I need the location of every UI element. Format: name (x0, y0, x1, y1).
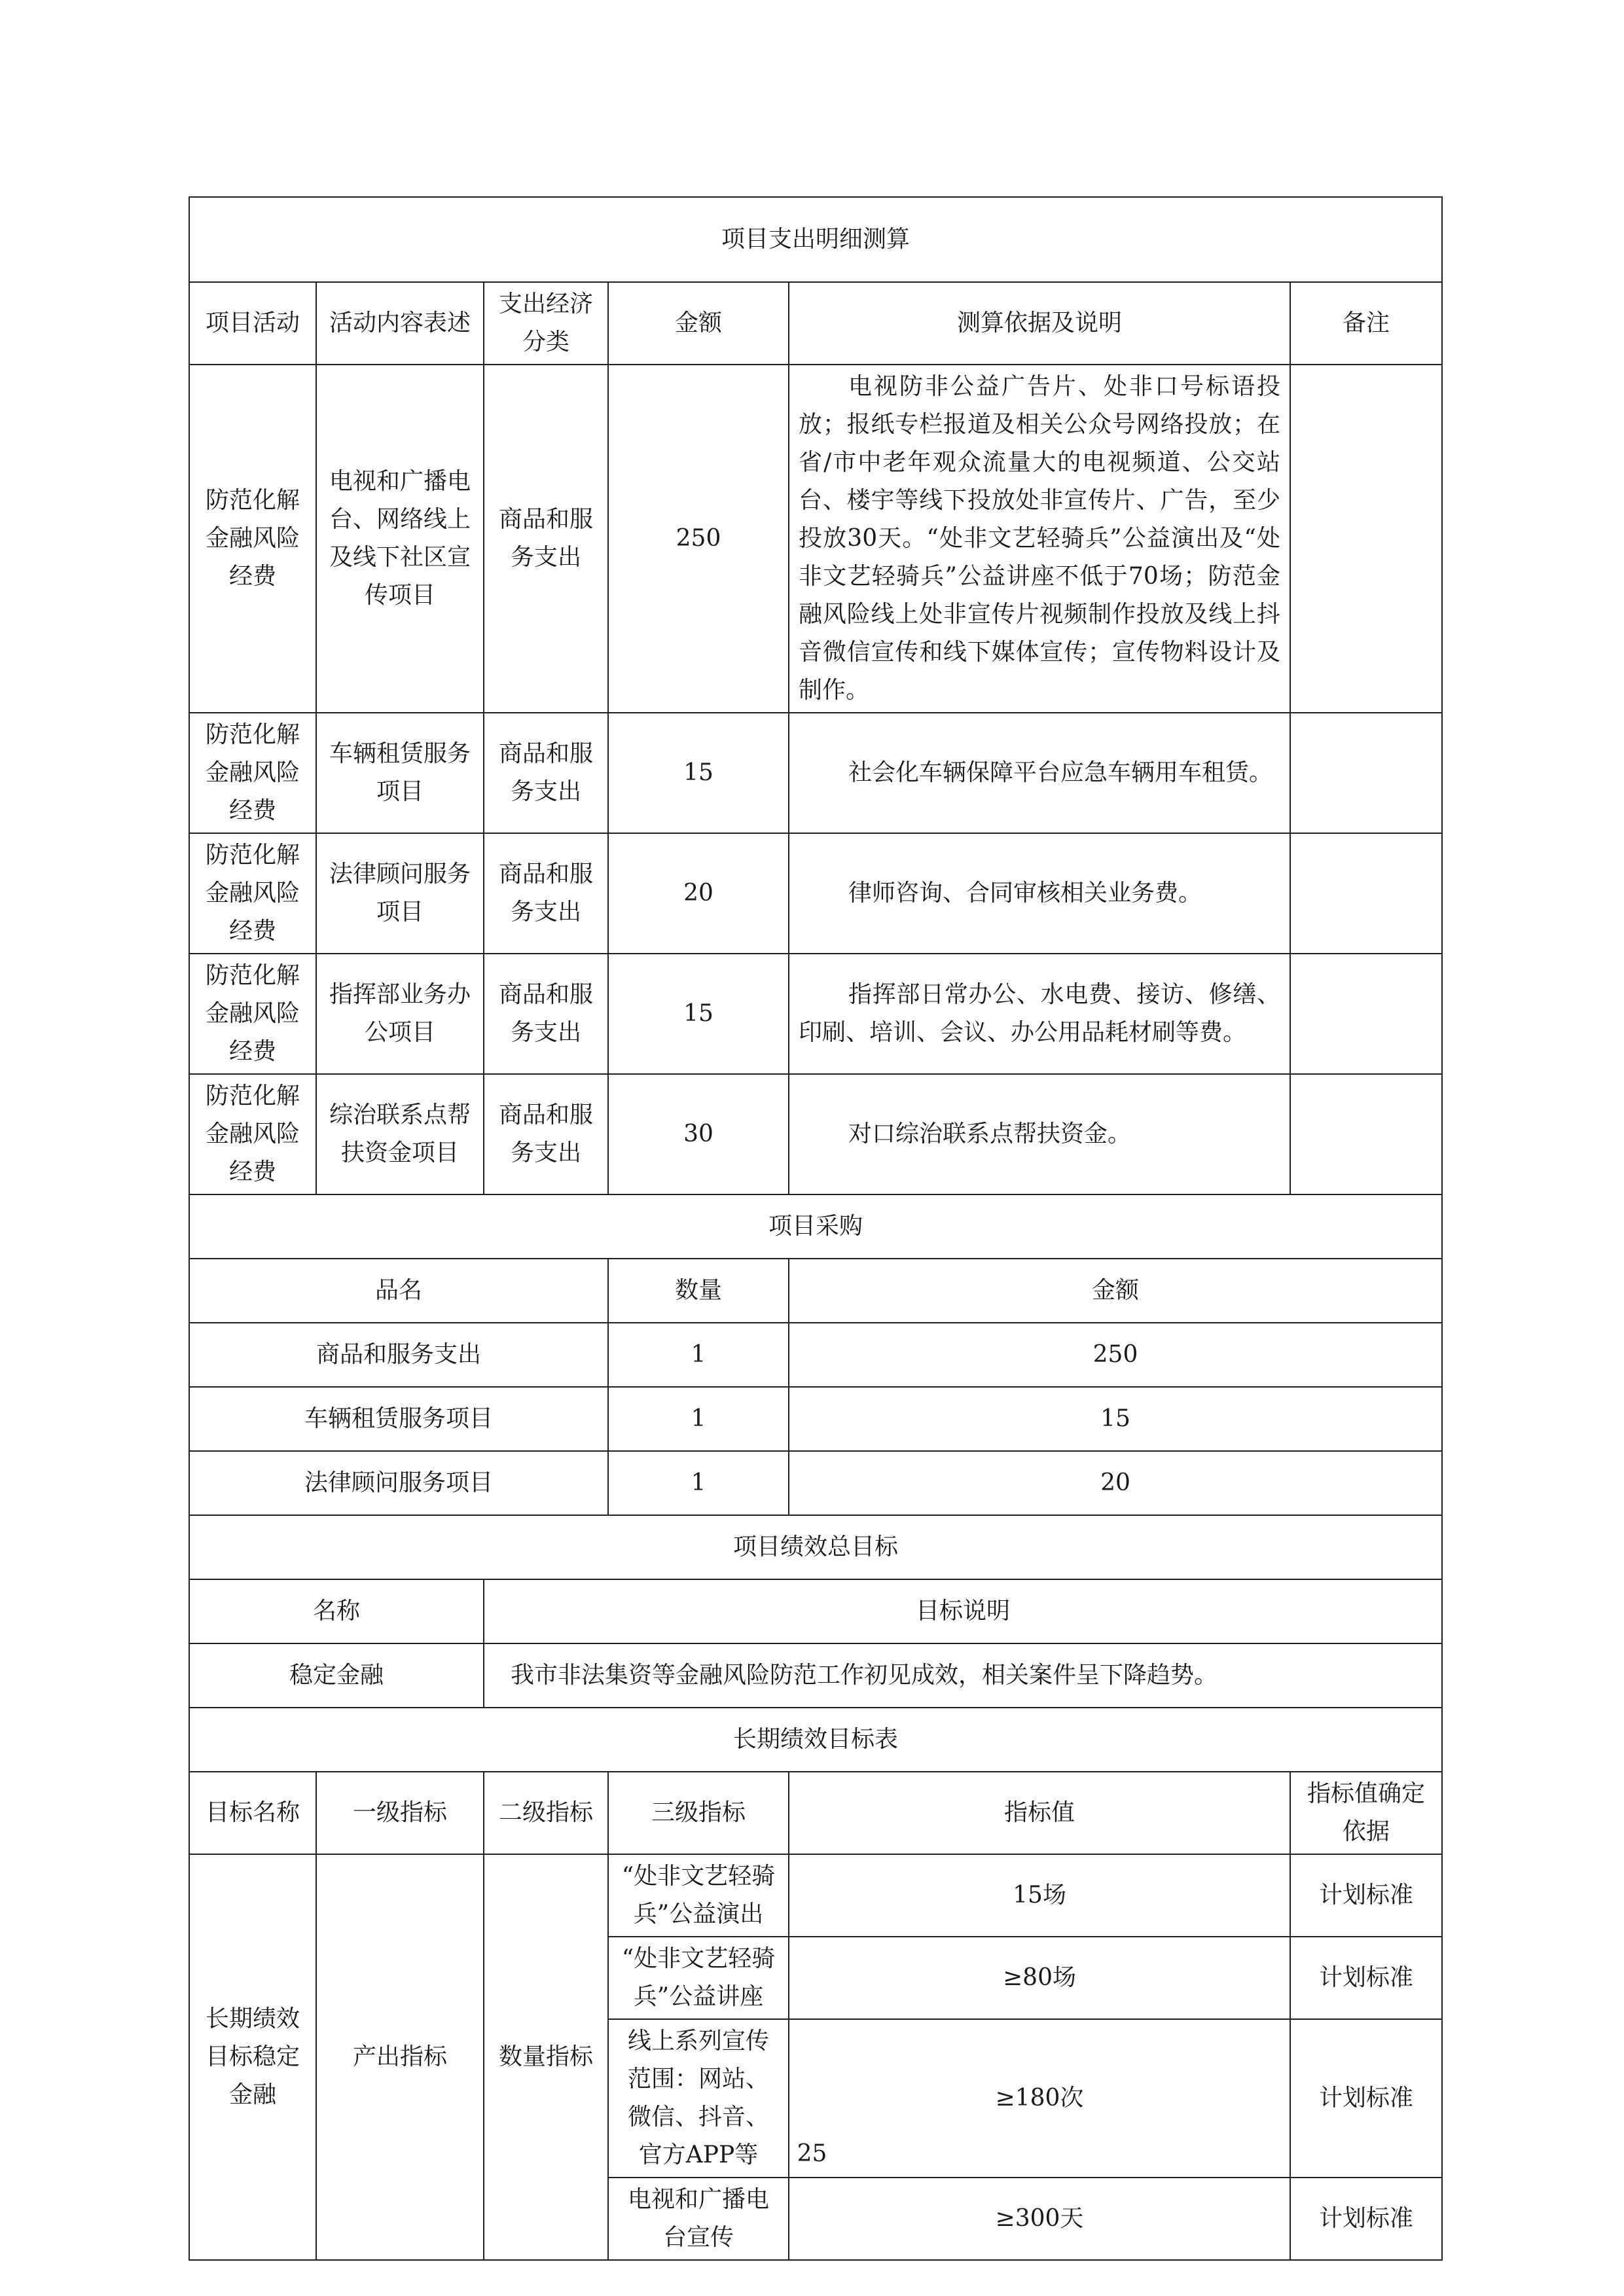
table-row (189, 365, 1442, 713)
procurement-amount: 250 (789, 1323, 1442, 1387)
cell-amount: 15 (608, 954, 789, 1074)
cell-activity: 防范化解金融风险经费 (189, 954, 316, 1074)
header-activity: 项目活动 (189, 282, 316, 365)
procurement-header-qty: 数量 (608, 1259, 789, 1323)
goal-desc: 我市非法集资等金融风险防范工作初见成效，相关案件呈下降趋势。 (484, 1643, 1442, 1708)
cell-activity: 防范化解金融风险经费 (189, 713, 316, 833)
cell-basis: 对口综治联系点帮扶资金。 (789, 1074, 1290, 1194)
cell-content: 指挥部业务办公项目 (316, 954, 484, 1074)
procurement-header-name: 品名 (189, 1259, 608, 1323)
procurement-name: 商品和服务支出 (189, 1323, 608, 1387)
table-row (189, 713, 1442, 833)
table-row (189, 1643, 1442, 1708)
longterm-header-target: 目标名称 (189, 1772, 316, 1854)
longterm-header-level3: 三级指标 (608, 1772, 789, 1854)
cell-note (1290, 713, 1442, 833)
procurement-name: 法律顾问服务项目 (189, 1451, 608, 1515)
cell-amount: 15 (608, 713, 789, 833)
goal-section-title: 项目绩效总目标 (189, 1515, 1442, 1579)
table-row (189, 1074, 1442, 1194)
table-row (189, 1854, 1442, 1937)
cell-basis: 社会化车辆保障平台应急车辆用车租赁。 (789, 713, 1290, 833)
longterm-section-title: 长期绩效目标表 (189, 1708, 1442, 1772)
longterm-level3: “处非文艺轻骑兵”公益讲座 (608, 1937, 789, 2019)
longterm-level3: “处非文艺轻骑兵”公益演出 (608, 1854, 789, 1937)
longterm-level3: 线上系列宣传范围：网站、微信、抖音、官方APP等 (608, 2019, 789, 2178)
longterm-header-value: 指标值 (789, 1772, 1290, 1854)
cell-content: 法律顾问服务项目 (316, 833, 484, 954)
procurement-header-amount: 金额 (789, 1259, 1442, 1323)
header-basis: 测算依据及说明 (789, 282, 1290, 365)
table-row (189, 833, 1442, 954)
table-row (189, 1451, 1442, 1515)
goal-header-desc: 目标说明 (484, 1579, 1442, 1643)
longterm-header-level2: 二级指标 (484, 1772, 608, 1854)
cell-note (1290, 1074, 1442, 1194)
table-row (189, 954, 1442, 1074)
goal-header-name: 名称 (189, 1579, 484, 1643)
goal-name: 稳定金融 (189, 1643, 484, 1708)
cell-category: 商品和服务支出 (484, 833, 608, 954)
procurement-amount: 15 (789, 1387, 1442, 1451)
procurement-qty: 1 (608, 1451, 789, 1515)
table-row (189, 1323, 1442, 1387)
longterm-value: ≥80场 (789, 1937, 1290, 2019)
cell-amount: 20 (608, 833, 789, 954)
cell-basis: 律师咨询、合同审核相关业务费。 (789, 833, 1290, 954)
detail-section-title: 项目支出明细测算 (189, 197, 1442, 282)
procurement-qty: 1 (608, 1323, 789, 1387)
cell-note (1290, 954, 1442, 1074)
longterm-header-basis: 指标值确定依据 (1290, 1772, 1442, 1854)
cell-category: 商品和服务支出 (484, 713, 608, 833)
cell-activity: 防范化解金融风险经费 (189, 365, 316, 713)
header-content: 活动内容表述 (316, 282, 484, 365)
procurement-qty: 1 (608, 1387, 789, 1451)
cell-note (1290, 833, 1442, 954)
longterm-basis: 计划标准 (1290, 1937, 1442, 2019)
cell-category: 商品和服务支出 (484, 365, 608, 713)
header-amount: 金额 (608, 282, 789, 365)
budget-table (189, 196, 1443, 2261)
longterm-basis: 计划标准 (1290, 1854, 1442, 1937)
page-number: 25 (797, 2140, 827, 2167)
longterm-value: ≥300天 (789, 2178, 1290, 2260)
cell-activity: 防范化解金融风险经费 (189, 833, 316, 954)
procurement-name: 车辆租赁服务项目 (189, 1387, 608, 1451)
cell-content: 电视和广播电台、网络线上及线下社区宣传项目 (316, 365, 484, 713)
procurement-amount: 20 (789, 1451, 1442, 1515)
cell-note (1290, 365, 1442, 713)
cell-content: 综治联系点帮扶资金项目 (316, 1074, 484, 1194)
budget-table-container (189, 196, 1441, 2261)
longterm-header-level1: 一级指标 (316, 1772, 484, 1854)
longterm-value: 15场 (789, 1854, 1290, 1937)
longterm-value: ≥180次 (789, 2019, 1290, 2178)
cell-activity: 防范化解金融风险经费 (189, 1074, 316, 1194)
procurement-section-title: 项目采购 (189, 1194, 1442, 1259)
cell-basis: 电视防非公益广告片、处非口号标语投放；报纸专栏报道及相关公众号网络投放；在省/市中老年观众流量大的电视频道、公交站台、楼宇等线下投放处非宣传片、广告，至少投放30天。“处非文艺轻骑兵”公益演出及“处非文艺轻骑兵”公益讲座不低于70场；防范金融风险线上处非宣传片视频制作投放及线上抖音微信宣传和线下媒体宣传；宣传物料设计及制作。 (789, 365, 1290, 713)
longterm-level2: 数量指标 (484, 1854, 608, 2260)
cell-category: 商品和服务支出 (484, 1074, 608, 1194)
cell-category: 商品和服务支出 (484, 954, 608, 1074)
header-note: 备注 (1290, 282, 1442, 365)
cell-amount: 250 (608, 365, 789, 713)
longterm-basis: 计划标准 (1290, 2178, 1442, 2260)
table-row (189, 1387, 1442, 1451)
longterm-level1: 产出指标 (316, 1854, 484, 2260)
header-category: 支出经济分类 (484, 282, 608, 365)
cell-basis: 指挥部日常办公、水电费、接访、修缮、印刷、培训、会议、办公用品耗材刷等费。 (789, 954, 1290, 1074)
cell-content: 车辆租赁服务项目 (316, 713, 484, 833)
longterm-basis: 计划标准 (1290, 2019, 1442, 2178)
cell-amount: 30 (608, 1074, 789, 1194)
longterm-level3: 电视和广播电台宣传 (608, 2178, 789, 2260)
longterm-target: 长期绩效目标稳定金融 (189, 1854, 316, 2260)
